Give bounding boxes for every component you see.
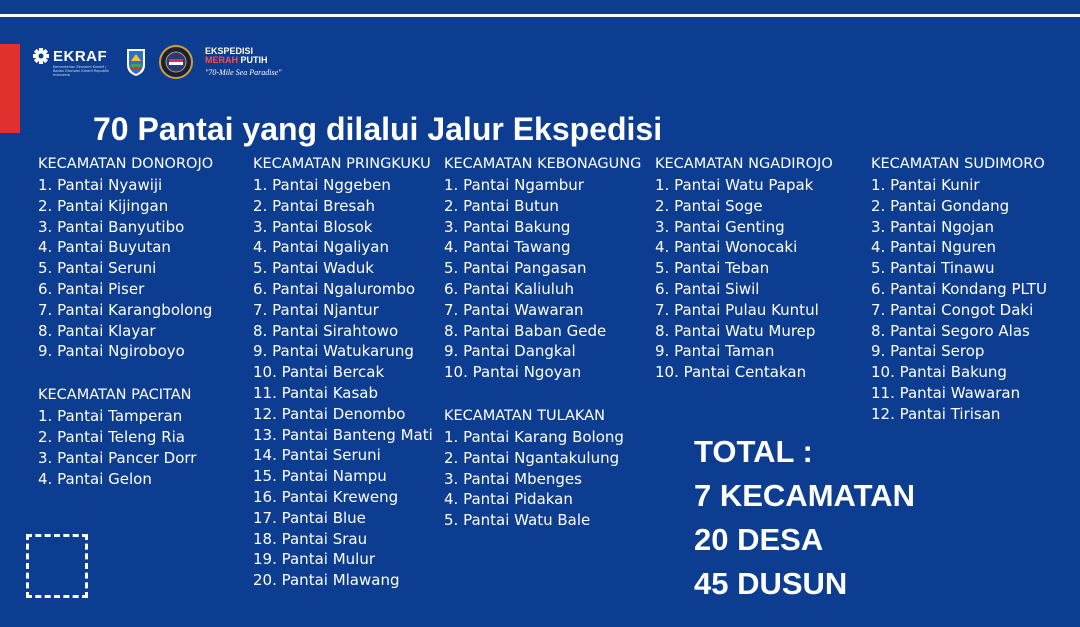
beach-list-item: 3. Pantai Bakung (444, 217, 571, 236)
district-heading: KECAMATAN SUDIMORO (871, 156, 1045, 172)
beach-list-item: 1. Pantai Nyawiji (38, 176, 163, 194)
beach-list-item: 5. Pantai Pangasan (444, 259, 587, 278)
ekraf-mark-icon (33, 48, 49, 64)
beach-list-item: 8. Pantai Klayar (38, 321, 156, 340)
total-kecamatan: 7 KECAMATAN (694, 478, 916, 513)
beach-list-item: 2. Pantai Soge (655, 196, 763, 215)
beach-list-item: 6. Pantai Kaliuluh (444, 279, 574, 298)
beach-list-item: 4. Pantai Wonocaki (655, 238, 798, 257)
beach-list-item: 3. Pantai Pancer Dorr (38, 448, 197, 467)
district-group (38, 385, 213, 489)
district-column (444, 154, 641, 554)
red-accent-bar (0, 44, 20, 133)
district-heading: KECAMATAN DONOROJO (38, 156, 214, 172)
beach-list-item: 3. Pantai Mbenges (444, 469, 582, 488)
beach-list-item: 4. Pantai Tawang (444, 238, 571, 257)
beach-list-item: 2. Pantai Teleng Ria (38, 427, 185, 446)
beach-list-item: 8. Pantai Baban Gede (444, 321, 607, 340)
ekraf-logo-text: EKRAF (53, 47, 108, 65)
beach-list (38, 175, 213, 362)
district-heading: KECAMATAN KEBONAGUNG (444, 156, 642, 172)
district-group (253, 154, 433, 591)
beach-list (871, 175, 1047, 425)
expedition-logo-red-word: MERAH (205, 55, 238, 65)
beach-list-item: 4. Pantai Ngaliyan (253, 238, 390, 257)
beach-list-item: 5. Pantai Teban (655, 259, 770, 278)
district-group (444, 154, 641, 383)
beach-list-item: 5. Pantai Tinawu (871, 259, 995, 278)
beach-list-item: 7. Pantai Congot Daki (871, 300, 1034, 319)
district-heading: KECAMATAN PRINGKUKU (253, 156, 431, 172)
beach-list-item: 18. Pantai Srau (253, 529, 368, 548)
beach-list-item: 6. Pantai Ngalurombo (253, 279, 416, 298)
beach-list-item: 8. Pantai Watu Murep (655, 321, 816, 340)
beach-list-item: 1. Pantai Kunir (871, 176, 980, 194)
beach-list-item: 2. Pantai Kijingan (38, 196, 169, 215)
beach-list-item: 9. Pantai Serop (871, 342, 985, 361)
beach-list-item: 3. Pantai Genting (655, 217, 785, 236)
total-heading: TOTAL : (694, 434, 813, 469)
district-column (38, 154, 213, 512)
beach-list-item: 1. Pantai Nggeben (253, 176, 391, 194)
beach-list-item: 7. Pantai Njantur (253, 300, 379, 319)
expedition-logo-line2 (205, 56, 281, 65)
beach-list-item: 8. Pantai Sirahtowo (253, 321, 399, 340)
beach-list-item: 7. Pantai Wawaran (444, 300, 584, 319)
beach-list-item: 5. Pantai Watu Bale (444, 511, 591, 530)
expedition-logo (205, 47, 281, 77)
dashed-corner-frame (26, 534, 88, 598)
beach-list (444, 427, 641, 531)
expedition-emblem-icon (159, 45, 193, 79)
beach-list-item: 12. Pantai Tirisan (871, 404, 1001, 423)
beach-list-item: 17. Pantai Blue (253, 508, 366, 527)
expedition-logo-white-word: PUTIH (240, 55, 268, 65)
district-group (871, 154, 1047, 425)
beach-list (38, 406, 213, 489)
district-column (655, 154, 833, 406)
beach-list-item: 1. Pantai Ngambur (444, 176, 584, 194)
beach-list-item: 2. Pantai Gondang (871, 196, 1010, 215)
beach-list-item: 16. Pantai Kreweng (253, 487, 399, 506)
beach-list-item: 19. Pantai Mulur (253, 550, 375, 569)
beach-list-item: 2. Pantai Butun (444, 196, 559, 215)
beach-list-item: 10. Pantai Ngoyan (444, 363, 582, 382)
district-group (444, 406, 641, 531)
expedition-logo-line1: EKSPEDISI (205, 46, 254, 56)
top-divider-line (0, 14, 1080, 17)
page-title: 70 Pantai yang dilalui Jalur Ekspedisi (93, 111, 663, 147)
beach-list (253, 175, 433, 591)
beach-list-item: 1. Pantai Watu Papak (655, 176, 814, 194)
district-heading: KECAMATAN PACITAN (38, 387, 192, 404)
beach-list-item: 5. Pantai Seruni (38, 259, 157, 278)
district-group (38, 154, 213, 362)
beach-list-item: 10. Pantai Bakung (871, 363, 1007, 382)
total-dusun: 45 DUSUN (694, 566, 848, 601)
beach-list-item: 11. Pantai Kasab (253, 383, 378, 402)
beach-list-item: 3. Pantai Banyutibo (38, 217, 185, 236)
beach-list-item: 5. Pantai Waduk (253, 259, 374, 278)
beach-list-item: 10. Pantai Bercak (253, 363, 385, 382)
district-column (871, 154, 1047, 448)
beach-list-item: 2. Pantai Bresah (253, 196, 376, 215)
beach-list-item: 6. Pantai Kondang PLTU (871, 279, 1047, 298)
beach-list-item: 8. Pantai Segoro Alas (871, 321, 1030, 340)
beach-list-item: 9. Pantai Taman (655, 342, 775, 361)
beach-list-item: 1. Pantai Tamperan (38, 407, 183, 426)
beach-list-item: 4. Pantai Nguren (871, 238, 996, 257)
regency-crest-icon (125, 47, 147, 77)
district-group (655, 154, 833, 383)
beach-list-item: 13. Pantai Banteng Mati (253, 425, 433, 444)
total-desa: 20 DESA (694, 522, 824, 557)
beach-list-item: 3. Pantai Ngojan (871, 217, 994, 236)
beach-list-item: 4. Pantai Buyutan (38, 238, 171, 257)
district-heading: KECAMATAN NGADIROJO (655, 156, 833, 172)
district-heading: KECAMATAN TULAKAN (444, 407, 605, 424)
beach-list-item: 14. Pantai Seruni (253, 446, 381, 465)
beach-list-item: 2. Pantai Ngantakulung (444, 448, 620, 467)
beach-list-item: 1. Pantai Karang Bolong (444, 427, 624, 446)
beach-list-item: 4. Pantai Gelon (38, 469, 152, 488)
beach-list-item: 9. Pantai Ngiroboyo (38, 342, 185, 361)
beach-list-item: 11. Pantai Wawaran (871, 383, 1021, 402)
beach-list (444, 175, 641, 383)
beach-list-item: 6. Pantai Piser (38, 279, 145, 298)
beach-list (655, 175, 833, 383)
beach-list-item: 9. Pantai Dangkal (444, 342, 576, 361)
beach-list-item: 12. Pantai Denombo (253, 404, 406, 423)
beach-list-item: 6. Pantai Siwil (655, 279, 760, 298)
beach-list-item: 15. Pantai Nampu (253, 467, 387, 486)
beach-list-item: 10. Pantai Centakan (655, 363, 807, 382)
beach-list-item: 7. Pantai Karangbolong (38, 300, 213, 319)
beach-list-item: 4. Pantai Pidakan (444, 490, 573, 509)
ekraf-logo (33, 48, 113, 77)
ekraf-logo-subtext: Kementerian Ekonomi Kreatif / Badan Ekonomi Kreatif Republik Indonesia (53, 64, 110, 77)
district-column (253, 154, 433, 614)
beach-list-item: 7. Pantai Pulau Kuntul (655, 300, 819, 319)
totals-block (694, 430, 915, 606)
beach-list-item: 3. Pantai Blosok (253, 217, 373, 236)
expedition-tagline: "70-Mile Sea Paradise" (205, 68, 282, 77)
beach-list-item: 20. Pantai Mlawang (253, 571, 400, 590)
beach-list-item: 9. Pantai Watukarung (253, 342, 414, 361)
logo-strip (33, 44, 281, 80)
